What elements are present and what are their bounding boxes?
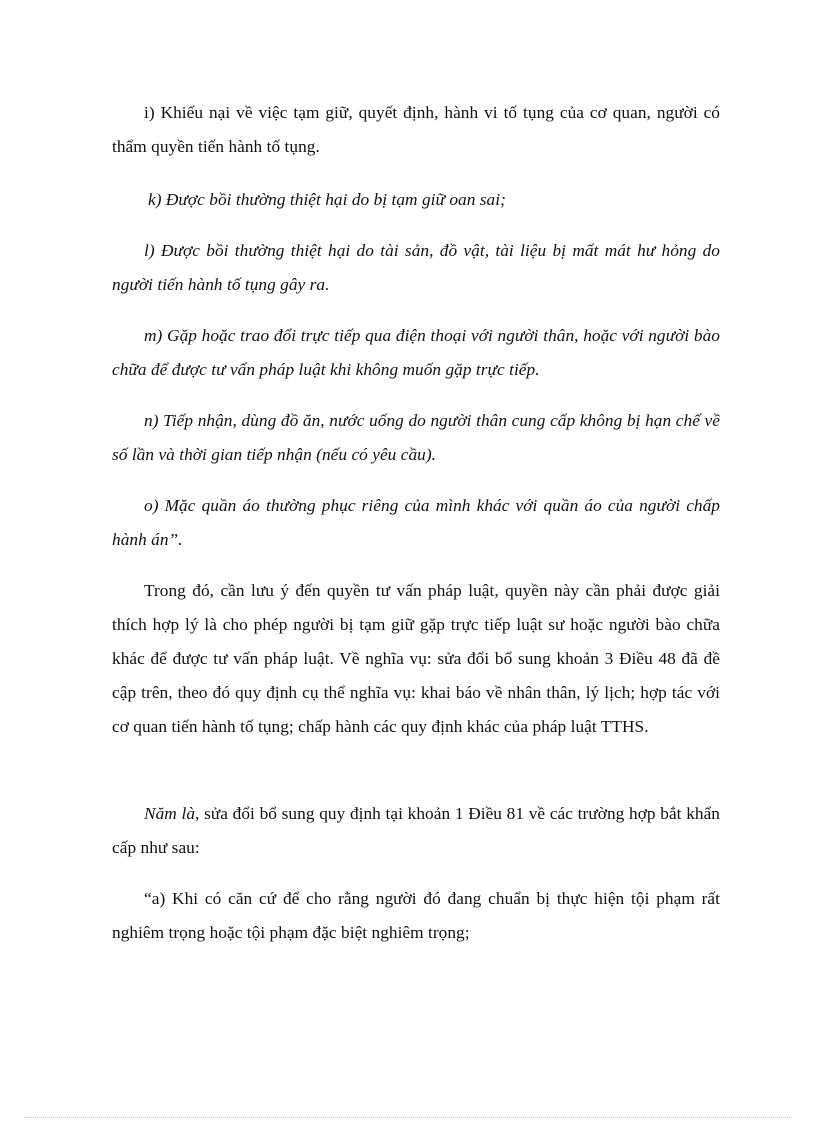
paragraph-lead-italic: Năm là	[144, 804, 196, 823]
paragraph-a: “a) Khi có căn cứ để cho rằng người đó đang chuẩn bị thực hiện tội phạm rất nghiêm trọng hoặc tội phạm đặc biệt nghiêm trọng;	[112, 889, 720, 942]
paragraph-nam-la	[112, 797, 720, 865]
paragraph-body: , sửa đổi bổ sung quy định tại khoản 1 Điều 81 về các trường hợp bắt khẩn cấp như sau:	[112, 804, 720, 857]
paragraph-i: i) Khiếu nại về việc tạm giữ, quyết định, hành vi tố tụng của cơ quan, người có thẩm quyền tiến hành tố tụng.	[112, 103, 720, 156]
paragraph-trong-do: Trong đó, cần lưu ý đến quyền tư vấn pháp luật, quyền này cần phải được giải thích hợp lý là cho phép người bị tạm giữ gặp trực tiếp luật sư hoặc người bào chữa khác để được tư vấn pháp luật. Về nghĩa vụ: sửa đổi bổ sung khoản 3 Điều 48 đã đề cập trên, theo đó quy định cụ thể nghĩa vụ: khai báo về nhân thân, lý lịch; hợp tác với cơ quan tiến hành tố tụng; chấp hành các quy định khác của pháp luật TTHS.	[112, 581, 720, 736]
page-bottom-border	[24, 1117, 792, 1118]
paragraph-k: k) Được bồi thường thiệt hại do bị tạm giữ oan sai;	[148, 190, 506, 209]
paragraph-o: o) Mặc quần áo thường phục riêng của mình khác với quần áo của người chấp hành án”.	[112, 496, 720, 549]
paragraph-n: n) Tiếp nhận, dùng đồ ăn, nước uống do người thân cung cấp không bị hạn chế về số lần và thời gian tiếp nhận (nếu có yêu cầu).	[112, 411, 720, 464]
paragraph-l: l) Được bồi thường thiệt hại do tài sản, đồ vật, tài liệu bị mất mát hư hỏng do người tiến hành tố tụng gây ra.	[112, 241, 720, 294]
paragraph-m: m) Gặp hoặc trao đổi trực tiếp qua điện thoại với người thân, hoặc với người bào chữa để được tư vấn pháp luật khi không muốn gặp trực tiếp.	[112, 326, 720, 379]
